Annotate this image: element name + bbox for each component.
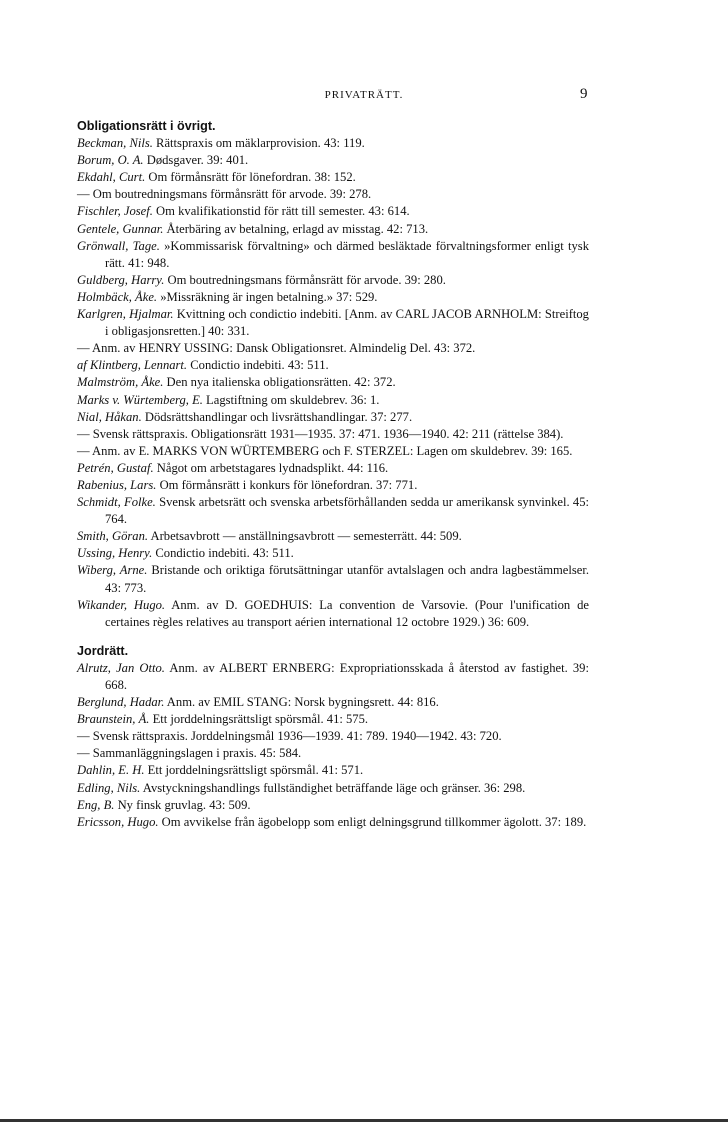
entry-author: Wikander, Hugo. — [77, 597, 166, 612]
index-entry — [77, 409, 589, 426]
entry-text: — Anm. av HENRY USSING: Dansk Obligationsret. Almindelig Del. 43: 372. — [77, 341, 476, 356]
entry-author: Ekdahl, Curt. — [77, 170, 146, 185]
entry-text: Ny finsk gruvlag. 43: 509. — [114, 797, 251, 812]
entry-author: Rabenius, Lars. — [77, 477, 157, 492]
index-entry — [77, 745, 589, 762]
entry-author: Alrutz, Jan Otto. — [77, 660, 165, 675]
entry-text: Dødsgaver. 39: 401. — [143, 153, 249, 168]
index-entry — [77, 762, 589, 779]
index-entry — [77, 814, 589, 831]
entry-text: — Svensk rättspraxis. Jorddelningsmål 1936—1939. 41: 789. 1940—1942. 43: 720. — [77, 729, 502, 744]
entry-text: Condictio indebiti. 43: 511. — [152, 546, 294, 561]
entry-text: Avstyckningshandlings fullständighet beträffande läge och gränser. 36: 298. — [140, 780, 526, 795]
index-entry — [77, 494, 589, 528]
section-heading: Obligationsrätt i övrigt. — [77, 119, 216, 133]
index-entry — [77, 357, 589, 374]
entry-author: Marks v. Würtemberg, E. — [77, 392, 203, 407]
entry-text: Om avvikelse från ägobelopp som enligt delningsgrund tillkommer ägolott. 37: 189. — [158, 814, 587, 829]
index-entry — [77, 426, 589, 443]
entry-author: Dahlin, E. H. — [77, 763, 145, 778]
index-entry — [77, 694, 589, 711]
entry-author: Wiberg, Arne. — [77, 563, 148, 578]
page-number: 9 — [580, 86, 588, 102]
entry-author: Smith, Göran. — [77, 529, 149, 544]
entry-text: Något om arbetstagares lydnadsplikt. 44: 116. — [153, 460, 389, 475]
index-entry — [77, 221, 589, 238]
index-entry — [77, 477, 589, 494]
index-entry — [77, 545, 589, 562]
index-entry — [77, 374, 589, 391]
index-content — [77, 118, 589, 831]
entry-text: »Missräkning är ingen betalning.» 37: 529. — [157, 289, 378, 304]
index-entry — [77, 169, 589, 186]
entry-text: Anm. av D. GOEDHUIS: La convention de Varsovie. (Pour l'unification de certaines règles relatives au transport aérien international 12 octobre 1929.) 36: 609. — [105, 597, 589, 629]
entry-text: — Svensk rättspraxis. Obligationsrätt 1931—1935. 37: 471. 1936—1940. 42: 211 (rättelse 384). — [77, 426, 564, 441]
entry-author: Borum, O. A. — [77, 153, 144, 168]
entry-text: »Kommissarisk förvaltning» och därmed besläktade förvaltningsformer enligt tysk rätt. 41: 948. — [105, 238, 589, 270]
entry-author: Beckman, Nils. — [77, 136, 153, 151]
index-entry — [77, 392, 589, 409]
entry-text: Anm. av ALBERT ERNBERG: Expropriationsskada å återstod av fastighet. 39: 668. — [105, 660, 589, 692]
index-entry — [77, 528, 589, 545]
entry-text: Ett jorddelningsrättsligt spörsmål. 41: 571. — [144, 763, 364, 778]
index-entry — [77, 562, 589, 596]
entry-text: Kvittning och condictio indebiti. [Anm. av CARL JACOB ARNHOLM: Streiftog i obligasjonsretten.] 40: 331. — [105, 307, 589, 339]
index-entry — [77, 797, 589, 814]
index-entry — [77, 152, 589, 169]
entry-author: Braunstein, Å. — [77, 712, 150, 727]
entry-author: Guldberg, Harry. — [77, 272, 165, 287]
entry-author: Grönwall, Tage. — [77, 238, 160, 253]
entry-text: Rättspraxis om mäklarprovision. 43: 119. — [152, 136, 365, 151]
entry-text: Lagstiftning om skuldebrev. 36: 1. — [202, 392, 380, 407]
entry-text: Återbäring av betalning, erlagd av misstag. 42: 713. — [163, 221, 429, 236]
entry-text: Om förmånsrätt i konkurs för lönefordran. 37: 771. — [156, 477, 418, 492]
index-entry — [77, 186, 589, 203]
entry-text: Bristande och oriktiga förutsättningar utanför avtalslagen och andra lagbestämmelser. 43: 773. — [105, 563, 590, 595]
running-title: PRIVATRÄTT. — [324, 89, 404, 101]
index-entry — [77, 306, 589, 340]
entry-text: Condictio indebiti. 43: 511. — [187, 358, 329, 373]
index-entry — [77, 711, 589, 728]
entry-text: — Om boutredningsmans förmånsrätt för arvode. 39: 278. — [77, 187, 372, 202]
index-entry — [77, 340, 589, 357]
entry-author: Schmidt, Folke. — [77, 495, 156, 510]
index-entry — [77, 135, 589, 152]
entry-text: Dödsrättshandlingar och livsrättshandlingar. 37: 277. — [141, 409, 413, 424]
entry-author: Holmbäck, Åke. — [77, 289, 158, 304]
index-entry — [77, 780, 589, 797]
entry-author: Fischler, Josef. — [77, 204, 153, 219]
entry-text: Anm. av EMIL STANG: Norsk bygningsrett. 44: 816. — [164, 695, 439, 710]
entry-author: Nial, Håkan. — [77, 409, 142, 424]
index-entry — [77, 238, 589, 272]
index-entry — [77, 289, 589, 306]
entry-author: Gentele, Gunnar. — [77, 221, 164, 236]
entry-author: Petrén, Gustaf. — [77, 460, 154, 475]
entry-author: af Klintberg, Lennart. — [77, 358, 188, 373]
entry-text: Arbetsavbrott — anställningsavbrott — semesterrätt. 44: 509. — [148, 529, 462, 544]
section-gap — [77, 631, 589, 643]
index-entry — [77, 728, 589, 745]
index-entry — [77, 460, 589, 477]
entry-author: Ericsson, Hugo. — [77, 814, 159, 829]
entry-author: Berglund, Hadar. — [77, 695, 165, 710]
entry-text: Den nya italienska obligationsrätten. 42: 372. — [163, 375, 396, 390]
entry-text: Om kvalifikationstid för rätt till semester. 43: 614. — [152, 204, 410, 219]
entry-author: Ussing, Henry. — [77, 546, 153, 561]
entry-author: Malmström, Åke. — [77, 375, 164, 390]
entry-text: Svensk arbetsrätt och svenska arbetsförhållanden sedda ur amerikansk synvinkel. 45: 764. — [105, 495, 590, 527]
entry-text: Om förmånsrätt för lönefordran. 38: 152. — [145, 170, 356, 185]
index-entry — [77, 660, 589, 694]
bottom-rule — [0, 1119, 728, 1122]
entry-text: — Sammanläggningslagen i praxis. 45: 584. — [77, 746, 302, 761]
index-entry — [77, 443, 589, 460]
index-entry — [77, 597, 589, 631]
entry-author: Edling, Nils. — [77, 780, 141, 795]
entry-text: Om boutredningsmans förmånsrätt för arvode. 39: 280. — [164, 272, 446, 287]
entry-text: Ett jorddelningsrättsligt spörsmål. 41: 575. — [149, 712, 369, 727]
entry-author: Karlgren, Hjalmar. — [77, 307, 174, 322]
entry-text: — Anm. av E. MARKS VON WÜRTEMBERG och F. STERZEL: Lagen om skuldebrev. 39: 165. — [77, 443, 573, 458]
entry-author: Eng, B. — [77, 797, 115, 812]
index-entry — [77, 272, 589, 289]
page-header — [0, 86, 728, 106]
section-heading: Jordrätt. — [77, 643, 129, 658]
index-entry — [77, 203, 589, 220]
